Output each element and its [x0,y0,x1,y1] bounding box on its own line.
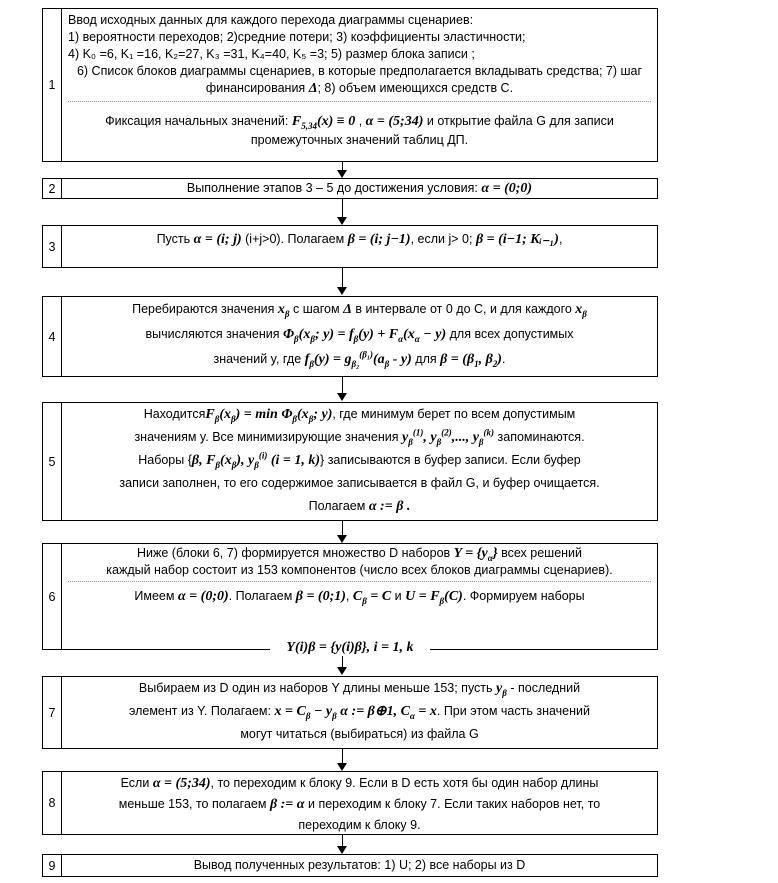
formula: $F_\beta(x_\beta) = \min \Phi_\beta(x_\beta$; y) [205,407,333,424]
formula: β = (i; j−1) [347,232,411,247]
block-6-text: Ниже (блоки 6, 7) формируется множество D наборов $Y = \{y_\alpha\}$ всех решений каждый набор состоит из 153 компонентов (число всех блоков диаграммы сценариев). Имеем α = (0;0). Полагаем β = (0;1), $C_\beta = C$ и $U = F_\beta(C)$. Формируем наборы [62,544,657,649]
block-number: 9 [43,855,62,876]
block-number: 4 [43,297,62,376]
block-7 [42,676,658,749]
block-4 [42,296,658,377]
block-6 [42,543,658,650]
block-8-text: Если α = (5;34), то переходим к блоку 9. Если в D есть хотя бы один набор длины меньше 153, то полагаем β := α и переходим к блоку 7. Если таких наборов нет, то переходим к блоку 9. [118,776,601,832]
delta-symbol: Δ [308,81,318,96]
block-number: 8 [43,772,62,834]
block-5 [42,402,658,521]
block-2-text: Выполнение этапов 3 – 5 до достижения условия: α = (0;0) [186,181,533,196]
block-number: 7 [43,677,62,748]
formula: Y(i)β = {y(i)β}, i = 1, k [270,640,430,656]
block-number: 6 [43,544,62,649]
block-1 [42,8,658,162]
block-2 [42,178,658,199]
block-number: 2 [43,179,62,198]
formula: $x = C_\beta - y_\beta$ α := β⊕1, $C_\alpha = x$ [274,704,437,721]
block-8 [42,771,658,835]
block-number: 1 [43,9,62,161]
block-4-text: Перебираются значения $x_\beta$ с шагом Δ в интервале от 0 до C, и для каждого $x_\beta$ вычисляются значения $\Phi_\beta(x_\beta$; $y) = f_\beta(y) + F_\alpha(x_\alpha - y)$ для всех допустимых значений y, где $f_\beta(y) = g_{\beta_2}^{(\beta_1)}(a_\beta - y)$ для $\beta = (\beta_1$, $\beta_2$). [132,302,587,369]
formula: α := β . [368,499,411,514]
block-3-text: Пусть α = (i; j) (i+j>0). Полагаем β = (i; j−1), если j> 0; β = (i−1; Kᵢ₋₁), [156,232,563,247]
formula: α = (0;0) [481,181,533,196]
block-1-text: Ввод исходных данных для каждого перехода диаграммы сценариев: 1) вероятности переходов; 2)средние потери; 3) коэффициенты эластичности; 4) K₀ =6, K₁ =16, K₂=27, K₃ =31, K₄=40, K₅ =3; 5) размер блока записи ; 6) Список блоков диаграммы сценариев, в которые предполагается вкладывать средства; 7) шаг финансирования Δ; 8) объем имеющихся средств C. Фиксация начальных значений: $F_{5,34}(x) \equiv 0$ , α = (5;34) и открытие файла G для записи промежуточных значений таблиц ДП. [62,9,657,161]
formula: $\beta = (\beta_1$, $\beta_2$) [440,352,502,369]
formula: α = (5;34) [365,114,424,129]
block-9 [42,854,658,877]
block-5-text: $НаходитсяF_\beta(x_\beta) = \min \Phi_\beta(x_\beta$; y), где минимум берет по всем допустимым значениям y. Все минимизирующие значения $y_\beta^{(1)}$, $y_\beta^{(2)}$,..., $y_\beta^{(k)}$ запоминаются. Наборы {β, $F_\beta(x_\beta)$, $y_\beta^{(i)}$ (i = 1, k)} записываются в буфер записи. Если буфер записи заполнен, то его содержимое записывается в файл G, и буфер очищается. Полагаем α := β . [119,407,600,514]
block-3 [42,225,658,268]
block-9-text: Вывод полученных результатов: 1) U; 2) все наборы из D [193,858,526,872]
formula: $f_\beta(y) = g_{\beta_2}^{(\beta_1)}(a_\beta - y)$ [304,349,412,369]
formula: α = (i; j) [193,232,242,247]
block-7-text: Выбираем из D один из наборов Y длины меньше 153; пусть $y_\beta$ - последний элемент из Y. Полагаем: $x = C_\beta - y_\beta$ α := β⊕1, $C_\alpha = x$. При этом часть значений могут читаться (выбираться) из файла G [128,681,590,741]
formula: $\Phi_\beta(x_\beta$; $y) = f_\beta(y) + F_\alpha(x_\alpha - y)$ [283,327,447,344]
formula: $F_{5,34}(x) \equiv 0$ [291,114,356,131]
block-number: 5 [43,403,62,520]
block-number: 3 [43,226,62,267]
formula: β = (i−1; Kᵢ₋₁) [475,232,559,247]
divider [68,581,651,582]
divider [68,101,651,102]
